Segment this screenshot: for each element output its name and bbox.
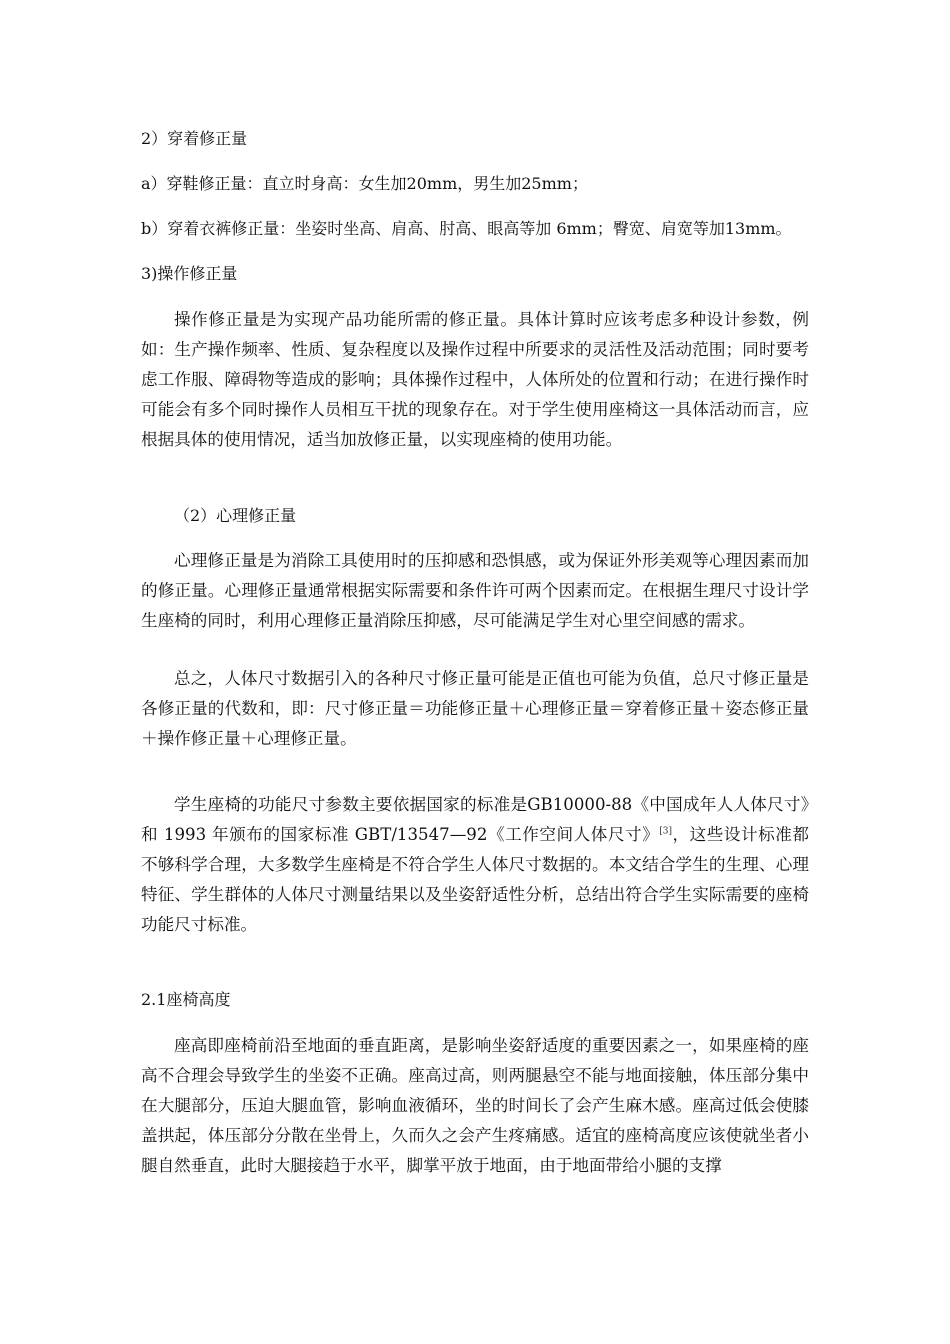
shoe-correction-line: a）穿鞋修正量：直立时身高：女生加20mm，男生加25mm； (141, 174, 588, 193)
standards-paragraph (141, 790, 809, 940)
clothing-correction-line: b）穿着衣裤修正量：坐姿时坐高、肩高、肘高、眼高等加 6mm；臀宽、肩宽等加13mm。 (141, 219, 792, 238)
dress-correction-heading: 2）穿着修正量 (141, 129, 248, 148)
psychological-correction-heading: （2）心理修正量 (174, 506, 297, 525)
standards-paragraph-part-2: ，这些设计标准都不够科学合理，大多数学生座椅是不符合学生人体尺寸数据的。本文结合学生的生理、心理特征、学生群体的人体尺寸测量结果以及坐姿舒适性分析，总结出符合学生实际需要的座椅功能尺寸标准。 (141, 825, 809, 934)
seat-height-paragraph: 座高即座椅前沿至地面的垂直距离，是影响坐姿舒适度的重要因素之一，如果座椅的座高不合理会导致学生的坐姿不正确。座高过高，则两腿悬空不能与地面接触，体压部分集中在大腿部分，压迫大腿血管，影响血液循环，坐的时间长了会产生麻木感。座高过低会使膝盖拱起，体压部分分散在坐骨上，久而久之会产生疼痛感。适宜的座椅高度应该使就坐者小腿自然垂直，此时大腿接趋于水平，脚掌平放于地面，由于地面带给小腿的支撑 (141, 1036, 809, 1175)
psychological-correction-paragraph: 心理修正量是为消除工具使用时的压抑感和恐惧感，或为保证外形美观等心理因素而加的修正量。心理修正量通常根据实际需要和条件许可两个因素而定。在根据生理尺寸设计学生座椅的同时，利用心理修正量消除压抑感，尽可能满足学生对心里空间感的需求。 (141, 551, 809, 630)
summary-paragraph: 总之，人体尺寸数据引入的各种尺寸修正量可能是正值也可能为负值，总尺寸修正量是各修正量的代数和，即：尺寸修正量＝功能修正量＋心理修正量＝穿着修正量＋姿态修正量＋操作修正量＋心理修正量。 (141, 669, 809, 748)
seat-height-heading: 2.1座椅高度 (141, 990, 231, 1009)
citation-marker: [3] (659, 826, 672, 837)
operation-correction-heading: 3)操作修正量 (141, 264, 238, 283)
standards-paragraph-part-1: 学生座椅的功能尺寸参数主要依据国家的标准是GB10000-88《中国成年人人体尺寸》和 1993 年颁布的国家标准 GBT/13547—92《工作空间人体尺寸》 (141, 795, 809, 844)
operation-correction-paragraph: 操作修正量是为实现产品功能所需的修正量。具体计算时应该考虑多种设计参数，例如：生产操作频率、性质、复杂程度以及操作过程中所要求的灵活性及活动范围；同时要考虑工作服、障碍物等造成的影响；具体操作过程中，人体所处的位置和行动；在进行操作时可能会有多个同时操作人员相互干扰的现象存在。对于学生使用座椅这一具体活动而言，应根据具体的使用情况，适当加放修正量，以实现座椅的使用功能。 (141, 310, 809, 449)
